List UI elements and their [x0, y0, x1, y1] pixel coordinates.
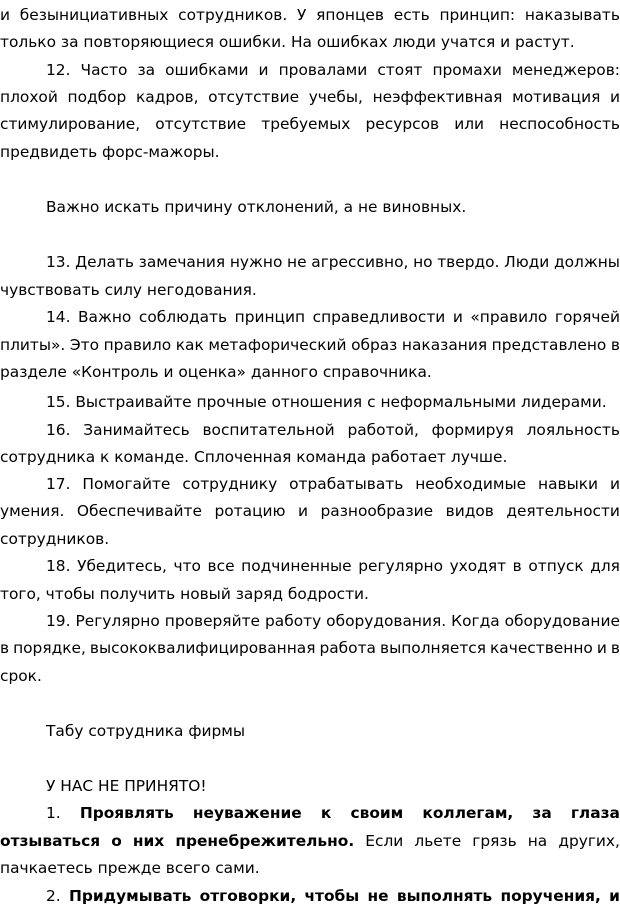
word: агрессивно,	[311, 253, 409, 271]
word: Обеспечивайте	[76, 502, 202, 520]
word: Часто	[80, 61, 128, 79]
word: выполняется	[380, 639, 487, 657]
word: в	[512, 557, 522, 575]
word: справедливости	[312, 308, 446, 326]
word: твердо.	[437, 253, 500, 271]
word: и	[596, 639, 607, 657]
word: учебы,	[308, 88, 363, 106]
word: 12.	[46, 61, 71, 79]
word: У	[297, 6, 307, 24]
text-line	[0, 803, 620, 823]
word: Важно	[78, 308, 132, 326]
word: ошибками	[165, 61, 249, 79]
bold-word: о	[111, 832, 122, 850]
word: и	[258, 61, 269, 79]
word: метафорический	[208, 336, 347, 354]
word: или	[454, 115, 485, 133]
word: как	[175, 336, 204, 354]
text-line	[0, 87, 620, 107]
word: формируя	[431, 421, 514, 439]
word: работой,	[347, 421, 419, 439]
word: отрабатывать	[289, 475, 404, 493]
word: подчиненные	[241, 557, 352, 575]
text-line: Табу сотрудника фирмы	[46, 722, 246, 740]
word: сотрудников.	[178, 6, 288, 24]
bold-word: неуважение	[192, 804, 302, 822]
word: наказания	[401, 336, 488, 354]
word: горячей	[554, 308, 620, 326]
word: 18.	[46, 557, 71, 575]
word: Регулярно	[75, 612, 160, 630]
word: замечания	[138, 253, 226, 271]
word: Люди	[504, 253, 550, 271]
bold-word: пренебрежительно.	[175, 832, 355, 850]
word: правило	[103, 336, 172, 354]
word: промахи	[432, 61, 502, 79]
text-line: 15. Выстраивайте прочные отношения с неформальными лидерами.	[46, 393, 607, 411]
text-line	[0, 501, 620, 521]
word: деятельности	[506, 502, 620, 520]
word: грязь	[472, 832, 517, 850]
word: умения.	[0, 502, 65, 520]
word: не	[287, 253, 307, 271]
word: есть	[393, 6, 430, 24]
word: 2.	[46, 887, 61, 905]
word: плохой	[0, 88, 58, 106]
bold-word: Проявлять	[79, 804, 174, 822]
word: высококвалифицированная	[89, 639, 316, 657]
word: других,	[558, 832, 620, 850]
word: подбор	[67, 88, 127, 106]
bold-word: Придумывать	[68, 887, 192, 905]
word: плиты».	[0, 336, 66, 354]
text-line: того, чтобы получить новый заряд бодрости.	[0, 585, 369, 603]
word: необходимые	[415, 475, 527, 493]
word: ресурсов	[365, 115, 440, 133]
word: и	[0, 6, 11, 24]
word: мотивация	[512, 88, 601, 106]
word: 19.	[46, 612, 71, 630]
word: Делать	[75, 253, 134, 271]
bold-word: глаза	[570, 804, 620, 822]
bold-word: за	[532, 804, 552, 822]
text-line	[0, 611, 620, 631]
text-line: срок.	[0, 667, 42, 685]
word: требуемых	[261, 115, 351, 133]
word: оборудование	[504, 612, 620, 630]
word: безынициативных	[19, 6, 169, 24]
word: на	[527, 832, 548, 850]
text-line	[0, 474, 620, 494]
word: за	[137, 61, 156, 79]
text-line: У НАС НЕ ПРИНЯТО!	[46, 777, 207, 795]
word: «правило	[470, 308, 548, 326]
text-line: предвидеть форс-мажоры.	[0, 143, 220, 161]
text-line: сотрудников.	[0, 530, 110, 548]
word: менеджеров:	[511, 61, 620, 79]
word: представлено	[491, 336, 607, 354]
bold-word: отзываться	[0, 832, 101, 850]
word: в	[0, 639, 10, 657]
word: и	[452, 308, 463, 326]
word: Помогайте	[82, 475, 171, 493]
word: работа	[319, 639, 376, 657]
word: разнообразие	[320, 502, 434, 520]
word: видов	[445, 502, 494, 520]
word: Если	[365, 832, 404, 850]
word: наказывать	[524, 6, 620, 24]
text-line	[0, 5, 620, 25]
bold-word: них	[132, 832, 165, 850]
word: но	[413, 253, 433, 271]
word: льете	[414, 832, 462, 850]
text-line: сотрудника к команде. Сплоченная команда работает лучше.	[0, 448, 508, 466]
text-line: Важно искать причину отклонений, а не виновных.	[46, 198, 467, 216]
word: все	[207, 557, 235, 575]
word: качественно	[490, 639, 593, 657]
word: принцип:	[439, 6, 516, 24]
bold-word: к	[320, 804, 332, 822]
word: соблюдать	[138, 308, 228, 326]
word: порядке,	[13, 639, 86, 657]
word: в	[610, 639, 620, 657]
text-line	[0, 60, 620, 80]
word: 1.	[46, 804, 61, 822]
text-line	[0, 252, 620, 272]
word: регулярно	[358, 557, 443, 575]
word: ротацию	[214, 502, 286, 520]
word: лояльность	[526, 421, 620, 439]
word: отсутствие	[208, 88, 300, 106]
word: и	[298, 502, 309, 520]
word: и	[609, 88, 620, 106]
text-line	[0, 556, 620, 576]
word: японцев	[316, 6, 384, 24]
word: уходят	[449, 557, 507, 575]
bold-word: отговорки,	[199, 887, 297, 905]
word: неэффективная	[372, 88, 503, 106]
word: стоят	[377, 61, 423, 79]
word: Это	[69, 336, 100, 354]
text-line	[0, 114, 620, 134]
text-line: разделе «Контроль и оценка» данного справочника.	[0, 363, 432, 381]
word: образ	[351, 336, 398, 354]
word: в	[610, 336, 620, 354]
text-line	[0, 420, 620, 440]
word: 13.	[46, 253, 71, 271]
bold-word: выполнять	[396, 887, 493, 905]
word: отпуск	[528, 557, 584, 575]
word: что	[173, 557, 201, 575]
word: навыки	[538, 475, 599, 493]
text-line	[0, 307, 620, 327]
word: провалами	[278, 61, 368, 79]
word: принцип	[234, 308, 306, 326]
text-line: пачкаетесь прежде всего сами.	[0, 859, 260, 877]
word: для	[590, 557, 620, 575]
text-line	[0, 335, 620, 355]
word: сотруднику	[182, 475, 278, 493]
text-line: только за повторяющиеся ошибки. На ошибках люди учатся и растут.	[0, 33, 575, 51]
word: Когда	[451, 612, 500, 630]
text-line: чувствовать силу негодования.	[0, 281, 257, 299]
word: отсутствие	[155, 115, 247, 133]
word: 14.	[46, 308, 71, 326]
word: нужно	[229, 253, 283, 271]
bold-word: коллегам,	[422, 804, 514, 822]
text-line	[0, 831, 620, 851]
word: 17.	[46, 475, 71, 493]
word: должны	[553, 253, 620, 271]
bold-word: и	[609, 887, 620, 905]
word: оборудования.	[326, 612, 447, 630]
bold-word: своим	[350, 804, 404, 822]
word: работу	[265, 612, 322, 630]
word: неспособность	[499, 115, 620, 133]
word: стимулирование,	[0, 115, 141, 133]
word: кадров,	[135, 88, 199, 106]
bold-word: поручения,	[500, 887, 601, 905]
text-line	[0, 638, 620, 658]
word: воспитательной	[202, 421, 335, 439]
word: Убедитесь,	[77, 557, 167, 575]
word: Занимайтесь	[83, 421, 190, 439]
word: 16.	[46, 421, 71, 439]
bold-word: чтобы	[304, 887, 360, 905]
word: проверяйте	[164, 612, 261, 630]
word: и	[609, 475, 620, 493]
bold-word: не	[367, 887, 389, 905]
text-line	[0, 886, 620, 906]
